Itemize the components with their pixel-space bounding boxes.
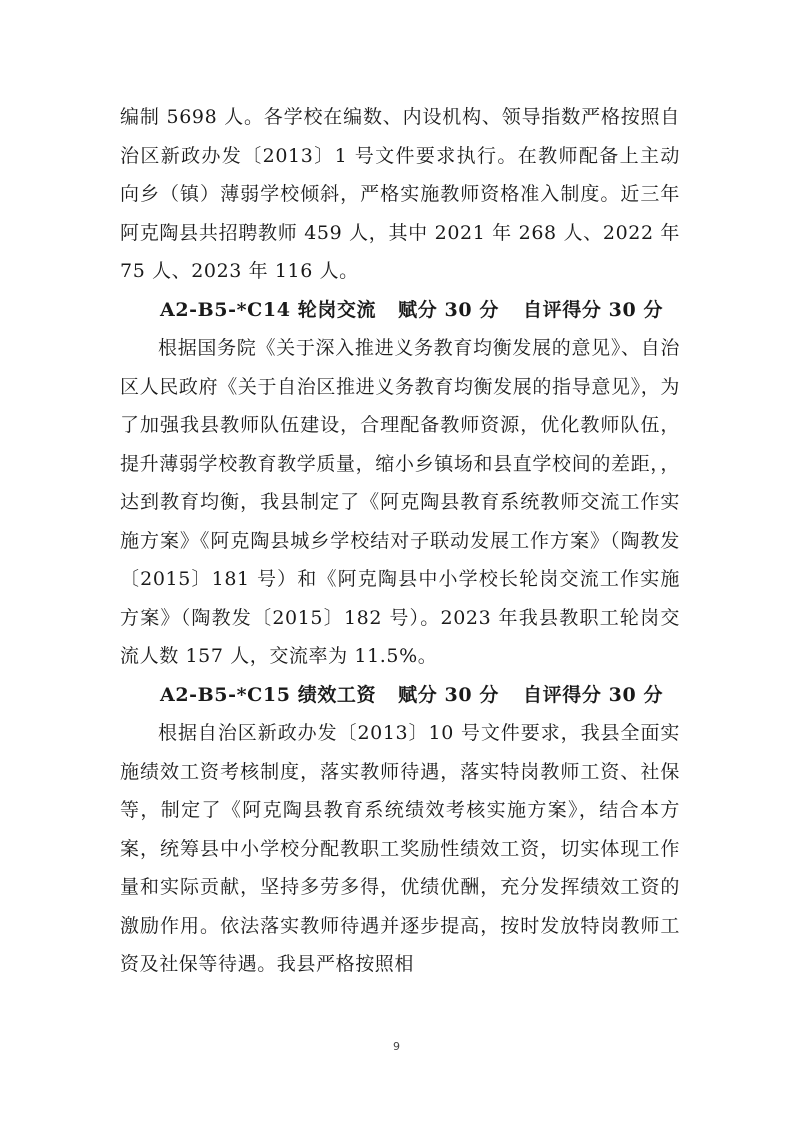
heading-score: 赋分 30 分 (398, 298, 500, 321)
heading-self-score: 自评得分 30 分 (523, 298, 664, 321)
heading-code: A2-B5-*C15 绩效工资 (160, 683, 377, 706)
section-heading-c14 (120, 291, 680, 330)
page-number: 9 (393, 1040, 400, 1053)
body-paragraph-3: 根据自治区新政办发〔2013〕10 号文件要求，我县全面实施绩效工资考核制度，落实教师待遇，落实特岗教师工资、社保等，制定了《阿克陶县教育系统绩效考核实施方案》，结合本方案，统筹县中小学校分配教职工奖励性绩效工资，切实体现工作量和实际贡献，坚持多劳多得，优绩优酬，充分发挥绩效工资的激励作用。依法落实教师待遇并逐步提高，按时发放特岗教师工资及社保等待遇。我县严格按照相 (120, 722, 680, 975)
heading-code: A2-B5-*C14 轮岗交流 (160, 298, 377, 321)
body-paragraph-1: 编制 5698 人。各学校在编数、内设机构、领导指数严格按照自治区新政办发〔2013〕1 号文件要求执行。在教师配备上主动向乡（镇）薄弱学校倾斜，严格实施教师资格准入制度。近三年阿克陶县共招聘教师 459 人，其中 2021 年 268 人、2022 年 75 人、2023 年 116 人。 (120, 106, 680, 282)
page-content (120, 98, 680, 984)
section-heading-c15 (120, 676, 680, 715)
heading-score: 赋分 30 分 (398, 683, 500, 706)
body-paragraph-2: 根据国务院《关于深入推进义务教育均衡发展的意见》、自治区人民政府《关于自治区推进义务教育均衡发展的指导意见》，为了加强我县教师队伍建设，合理配备教师资源，优化教师队伍，提升薄弱学校教育教学质量，缩小乡镇场和县直学校间的差距，，达到教育均衡，我县制定了《阿克陶县教育系统教师交流工作实施方案》《阿克陶县城乡学校结对子联动发展工作方案》（陶教发〔2015〕181 号）和《阿克陶县中小学校长轮岗交流工作实施方案》（陶教发〔2015〕182 号）。2023 年我县教职工轮岗交流人数 157 人，交流率为 11.5%。 (120, 337, 680, 667)
heading-self-score: 自评得分 30 分 (523, 683, 664, 706)
